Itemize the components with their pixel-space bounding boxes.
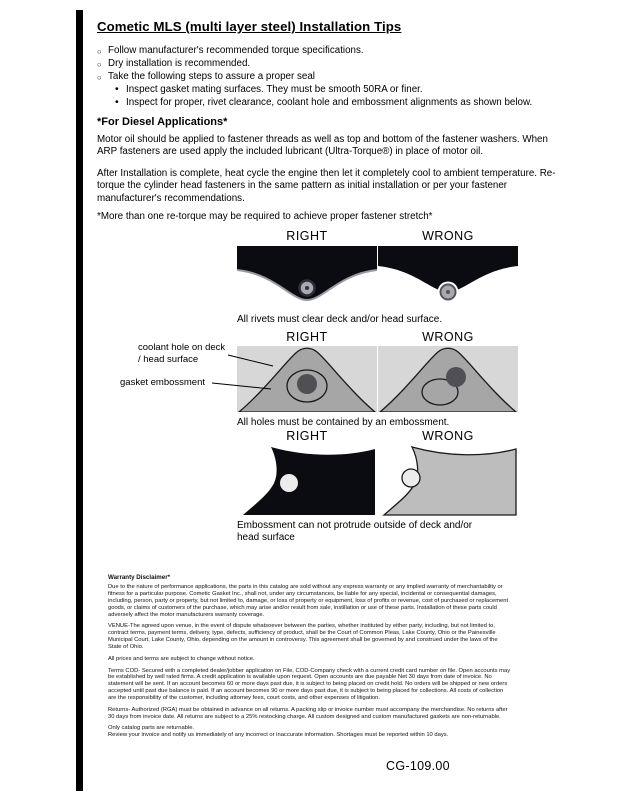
tip-item: ○ Dry installation is recommended. <box>97 57 567 70</box>
disclaimer-heading: Warranty Disclaimer* <box>108 574 171 581</box>
disclaimer-paragraph: Returns- Authorized (RGA) must be obtained in advance on all returns. A packing slip or invoice number must accompany the merchandise. No returns after 30 days from invoice date. All returns are subject to a 25% restocking charge. All custom designed and custom manufactured gaskets are non-returnable. <box>108 706 508 720</box>
disclaimer-paragraph: Terms COD- Secured with a completed dealer/jobber application on File, COD-Company check with a current credit card number on file. Open accounts may be established by well rated firms. A credit application is available upon request. Open accounts are due payable Net 30 days from date of invoice. No statement will be sent. If an account becomes 60 or more days past due, it is subject to being placed on credit hold. No orders will be shipped or new orders accepted until past due balance is paid. If an account becomes 90 or more days past due, it is subject to being placed for collections. All costs of collection are the responsibility of the customer, including attorney fees, court costs, and other expenses of litigation. <box>108 667 511 701</box>
coolant-hole-label: coolant hole on deck / head surface <box>138 342 226 365</box>
wrong-label-row2: WRONG <box>422 330 474 344</box>
diesel-heading: *For Diesel Applications* <box>97 116 228 128</box>
disclaimer-paragraph: VENUE-The agreed upon venue, in the event of dispute whatsoever between the parties, whether instituted by either party, including, but not limited to, contract terms, payment terms, delivery, type, defects, sufficiency of product, shall be the Court of Common Pleas, Lake County, Ohio or the Painesville Municipal Court, Lake County, Ohio, depending on the amount in controversy. This agreement shall be governed by and construed under the laws of the State of Ohio. <box>108 623 498 650</box>
caption-embossment: Embossment can not protrude outside of deck and/or head surface <box>237 520 473 543</box>
page-code: CG-109.00 <box>386 759 450 773</box>
warranty-disclaimer <box>108 574 512 744</box>
disclaimer-paragraph: All prices and terms are subject to change without notice. <box>108 655 255 662</box>
pointer-lines <box>195 344 305 394</box>
tip-item: ○ Take the following steps to assure a proper seal <box>97 70 567 83</box>
tip-sub-item: • Inspect gasket mating surfaces. They must be smooth 50RA or finer. <box>115 83 567 96</box>
wrong-label-row1: WRONG <box>422 229 474 243</box>
caption-rivets: All rivets must clear deck and/or head surface. <box>237 314 443 325</box>
disclaimer-paragraph: Review your invoice and notify us immediately of any incorrect or inaccurate information. Shortages must be reported within 10 days. <box>108 732 449 739</box>
disclaimer-paragraph: Due to the nature of performance applications, the parts in this catalog are sold without any express warranty or any implied warranty of merchantability or fitness for a particular purpose. Cometic Gasket Inc., shall not, under any circumstances, be liable for any special, incidental or consequential damages, including, person, party or property, but not limited to, damage, or loss of property or equipment, loss of profits or revenue, cost of purchased or replacement goods, or claims of customers of the purchase, which may arise and/or result from sale, instillation or use of these parts. Installation of these parts could adversely affect the motor manufacturers warranty coverage. <box>108 584 509 618</box>
page-title: Cometic MLS (multi layer steel) Installation Tips <box>97 19 402 34</box>
wrong-label-row3: WRONG <box>422 429 474 443</box>
diagram-embossment-right <box>237 445 377 517</box>
tip-sub-item: • Inspect for proper, rivet clearance, coolant hole and embossment alignments as shown below. <box>115 96 567 109</box>
right-label-row3: RIGHT <box>286 429 328 443</box>
diagram-embossment-wrong <box>378 445 518 517</box>
caption-holes: All holes must be contained by an embossment. <box>237 417 450 428</box>
rivet-wrong-graphic <box>378 246 518 310</box>
left-border-bar <box>76 10 83 791</box>
disclaimer-paragraph: Only catalog parts are returnable. <box>108 725 195 732</box>
tips-list <box>97 44 567 109</box>
right-label-row2: RIGHT <box>286 330 328 344</box>
right-label-row1: RIGHT <box>286 229 328 243</box>
retorque-note: *More than one re-torque may be required to achieve proper fastener stretch* <box>97 211 433 222</box>
diesel-paragraph-2: After Installation is complete, heat cycle the engine then let it completely cool to ambient temperature. Re-torque the cylinder head fasteners in the same pattern as initial installation or per your fastener manufacturer's recommendations. <box>97 168 556 204</box>
coolant-wrong-graphic <box>378 346 518 412</box>
embossment-right-graphic <box>237 445 377 517</box>
diagram-coolant-wrong <box>378 346 518 412</box>
embossment-wrong-graphic <box>378 445 518 517</box>
tip-item: ○ Follow manufacturer's recommended torque specifications. <box>97 44 567 57</box>
diagram-rivet-right <box>237 246 377 310</box>
diagram-rivet-wrong <box>378 246 518 310</box>
rivet-right-graphic <box>237 246 377 310</box>
diesel-paragraph-1: Motor oil should be applied to fastener threads as well as top and bottom of the fastener washers. When ARP fasteners are used apply the included lubricant (Ultra-Torque®) in place of motor oil. <box>97 134 548 158</box>
gasket-embossment-label: gasket embossment <box>120 377 206 388</box>
